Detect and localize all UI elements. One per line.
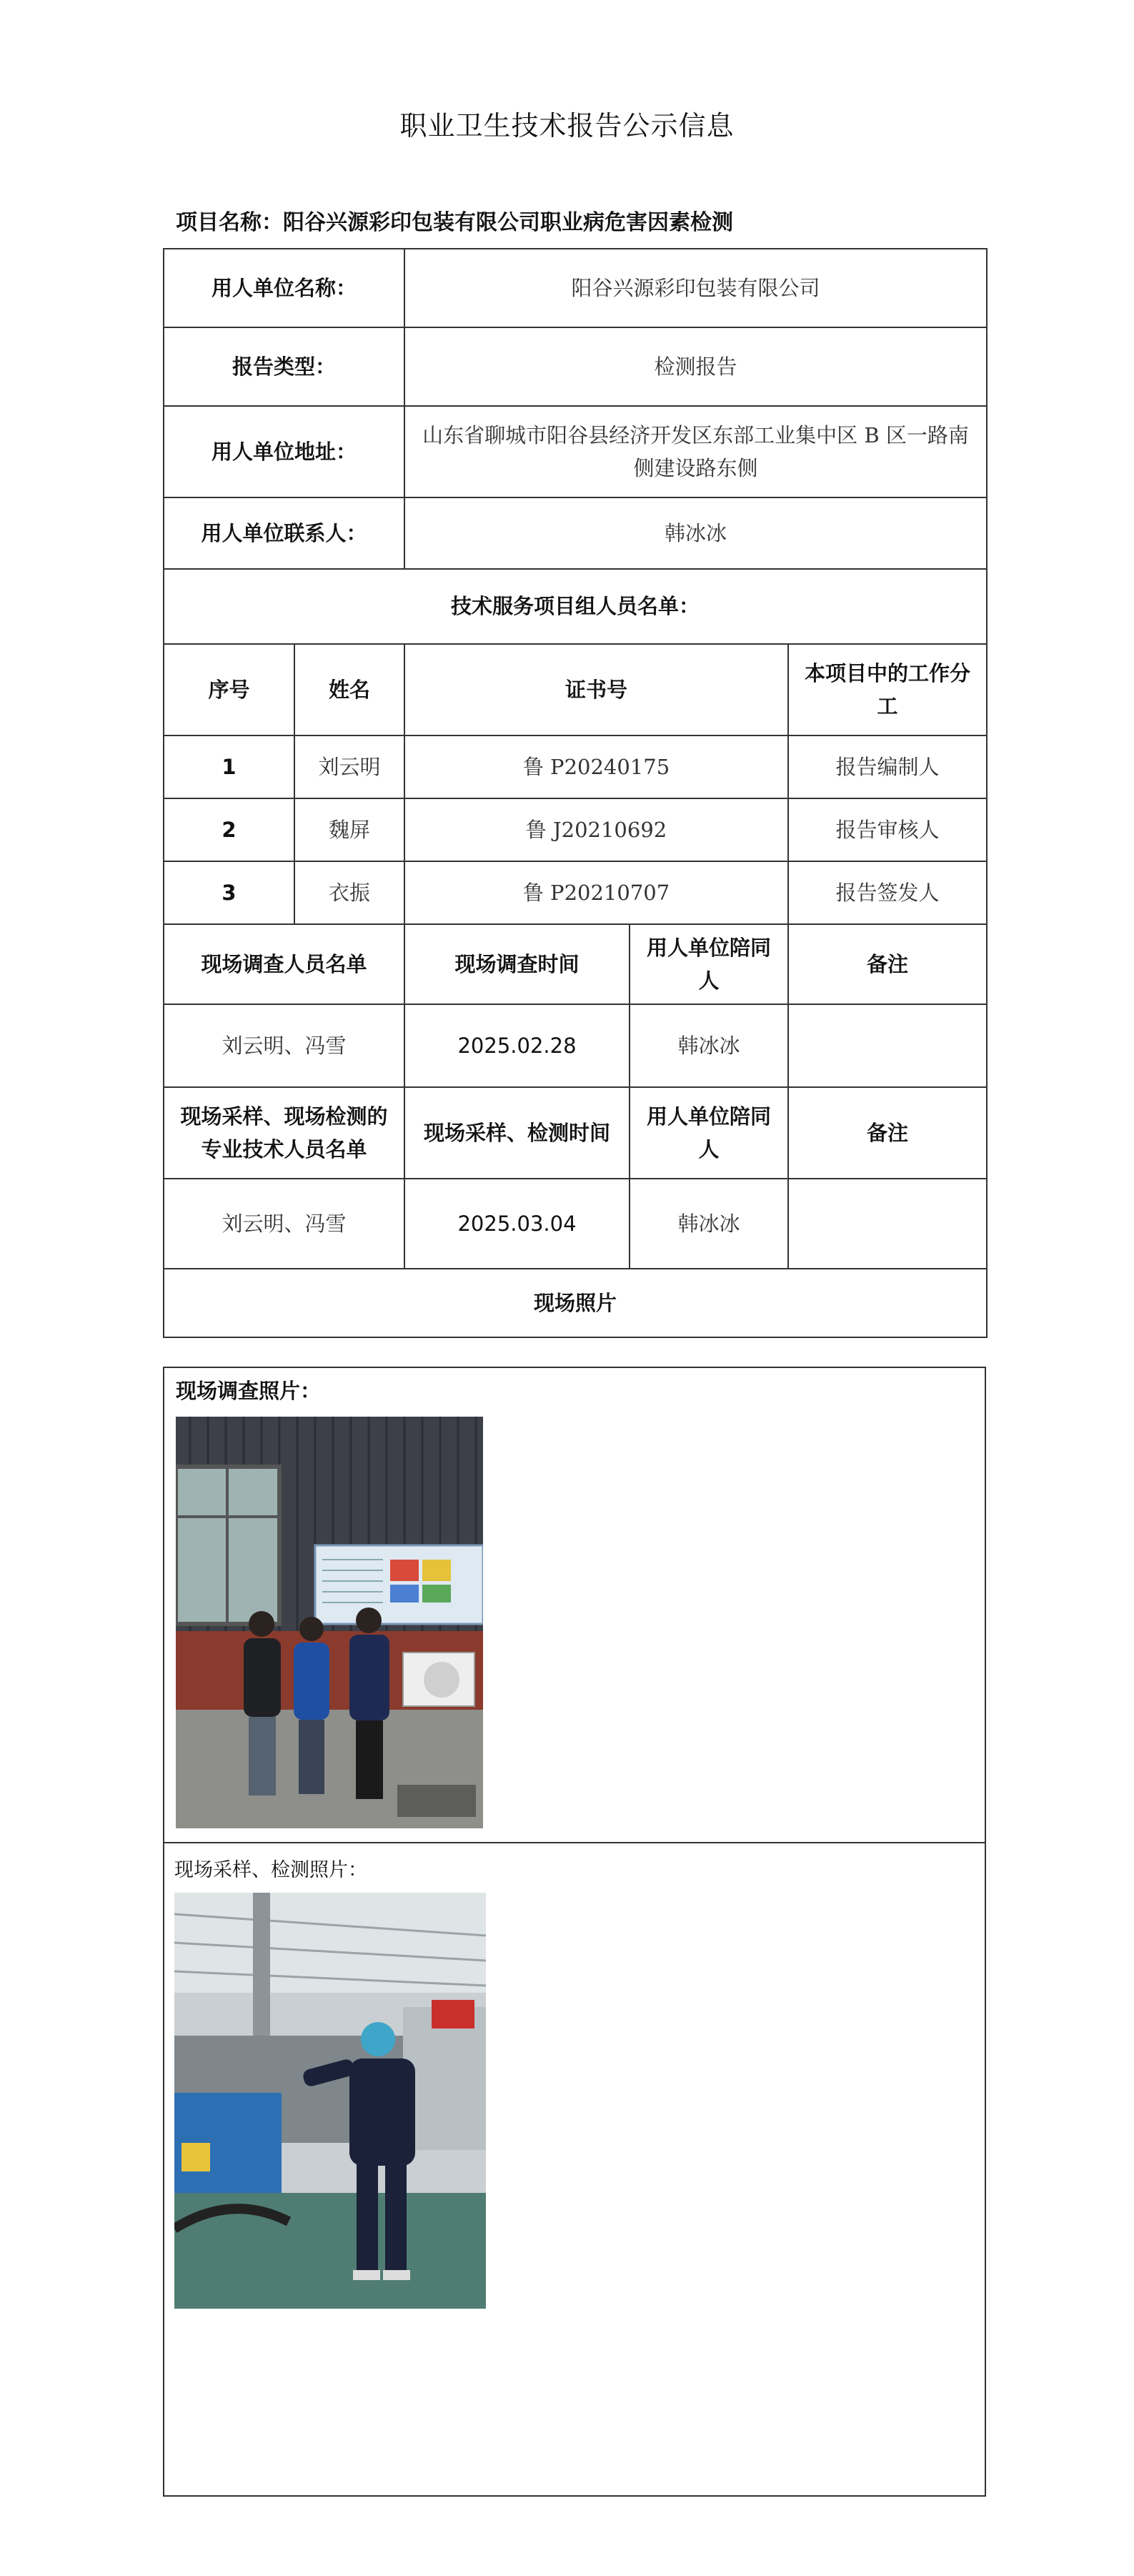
survey-header-companion: 用人单位陪同人 <box>630 924 788 1004</box>
survey-photo-label: 现场调查照片： <box>176 1379 322 1403</box>
sampling-note <box>788 1179 987 1269</box>
address-row <box>164 406 987 497</box>
member-role: 报告签发人 <box>788 861 987 924</box>
survey-note <box>788 1004 987 1087</box>
contact-value: 韩冰冰 <box>404 497 987 569</box>
sampling-staff: 刘云明、冯雪 <box>164 1179 404 1269</box>
member-no: 3 <box>164 861 294 924</box>
member-name: 衣振 <box>294 861 404 924</box>
report-type-value: 检测报告 <box>404 327 987 406</box>
member-cert: 鲁 J20210692 <box>404 798 788 861</box>
survey-companion: 韩冰冰 <box>630 1004 788 1087</box>
member-name: 刘云明 <box>294 735 404 798</box>
team-header-no: 序号 <box>164 644 294 735</box>
sampling-photo-label: 现场采样、检测照片： <box>174 1859 367 1881</box>
survey-row <box>164 1004 987 1087</box>
team-header-row <box>164 644 987 735</box>
employer-name-label: 用人单位名称： <box>164 249 404 327</box>
sampling-photo <box>174 1893 486 2309</box>
member-no: 2 <box>164 798 294 861</box>
photo-divider <box>164 1842 985 1843</box>
member-name: 魏屏 <box>294 798 404 861</box>
sampling-header-companion: 用人单位陪同人 <box>630 1087 788 1179</box>
team-header-name: 姓名 <box>294 644 404 735</box>
member-cert: 鲁 P20240175 <box>404 735 788 798</box>
survey-photo <box>176 1417 483 1828</box>
contact-row <box>164 497 987 569</box>
team-member-row <box>164 861 987 924</box>
member-role: 报告审核人 <box>788 798 987 861</box>
survey-header-staff: 现场调查人员名单 <box>164 924 404 1004</box>
team-heading-row <box>164 569 987 644</box>
sampling-date: 2025.03.04 <box>404 1179 630 1269</box>
survey-date: 2025.02.28 <box>404 1004 630 1087</box>
report-type-label: 报告类型： <box>164 327 404 406</box>
photo-section <box>163 1367 986 2497</box>
photos-heading-row <box>164 1269 987 1337</box>
member-no: 1 <box>164 735 294 798</box>
survey-header-row <box>164 924 987 1004</box>
member-cert: 鲁 P20210707 <box>404 861 788 924</box>
team-heading: 技术服务项目组人员名单： <box>164 569 987 644</box>
employer-name-value: 阳谷兴源彩印包装有限公司 <box>404 249 987 327</box>
info-table <box>163 248 988 1338</box>
team-header-cert: 证书号 <box>404 644 788 735</box>
sampling-companion: 韩冰冰 <box>630 1179 788 1269</box>
team-header-role: 本项目中的工作分工 <box>788 644 987 735</box>
member-role: 报告编制人 <box>788 735 987 798</box>
sampling-header-note: 备注 <box>788 1087 987 1179</box>
team-member-row <box>164 735 987 798</box>
address-label: 用人单位地址： <box>164 406 404 497</box>
document-title: 职业卫生技术报告公示信息 <box>399 110 735 142</box>
photos-heading: 现场照片 <box>164 1269 987 1337</box>
survey-header-time: 现场调查时间 <box>404 924 630 1004</box>
address-value: 山东省聊城市阳谷县经济开发区东部工业集中区 B 区一路南侧建设路东侧 <box>404 406 987 497</box>
contact-label: 用人单位联系人： <box>164 497 404 569</box>
employer-name-row <box>164 249 987 327</box>
sampling-header-staff: 现场采样、现场检测的专业技术人员名单 <box>164 1087 404 1179</box>
report-type-row <box>164 327 987 406</box>
sampling-header-time: 现场采样、检测时间 <box>404 1087 630 1179</box>
sampling-row <box>164 1179 987 1269</box>
survey-staff: 刘云明、冯雪 <box>164 1004 404 1087</box>
sampling-header-row <box>164 1087 987 1179</box>
project-name: 项目名称：阳谷兴源彩印包装有限公司职业病危害因素检测 <box>176 210 733 235</box>
survey-header-note: 备注 <box>788 924 987 1004</box>
team-member-row <box>164 798 987 861</box>
